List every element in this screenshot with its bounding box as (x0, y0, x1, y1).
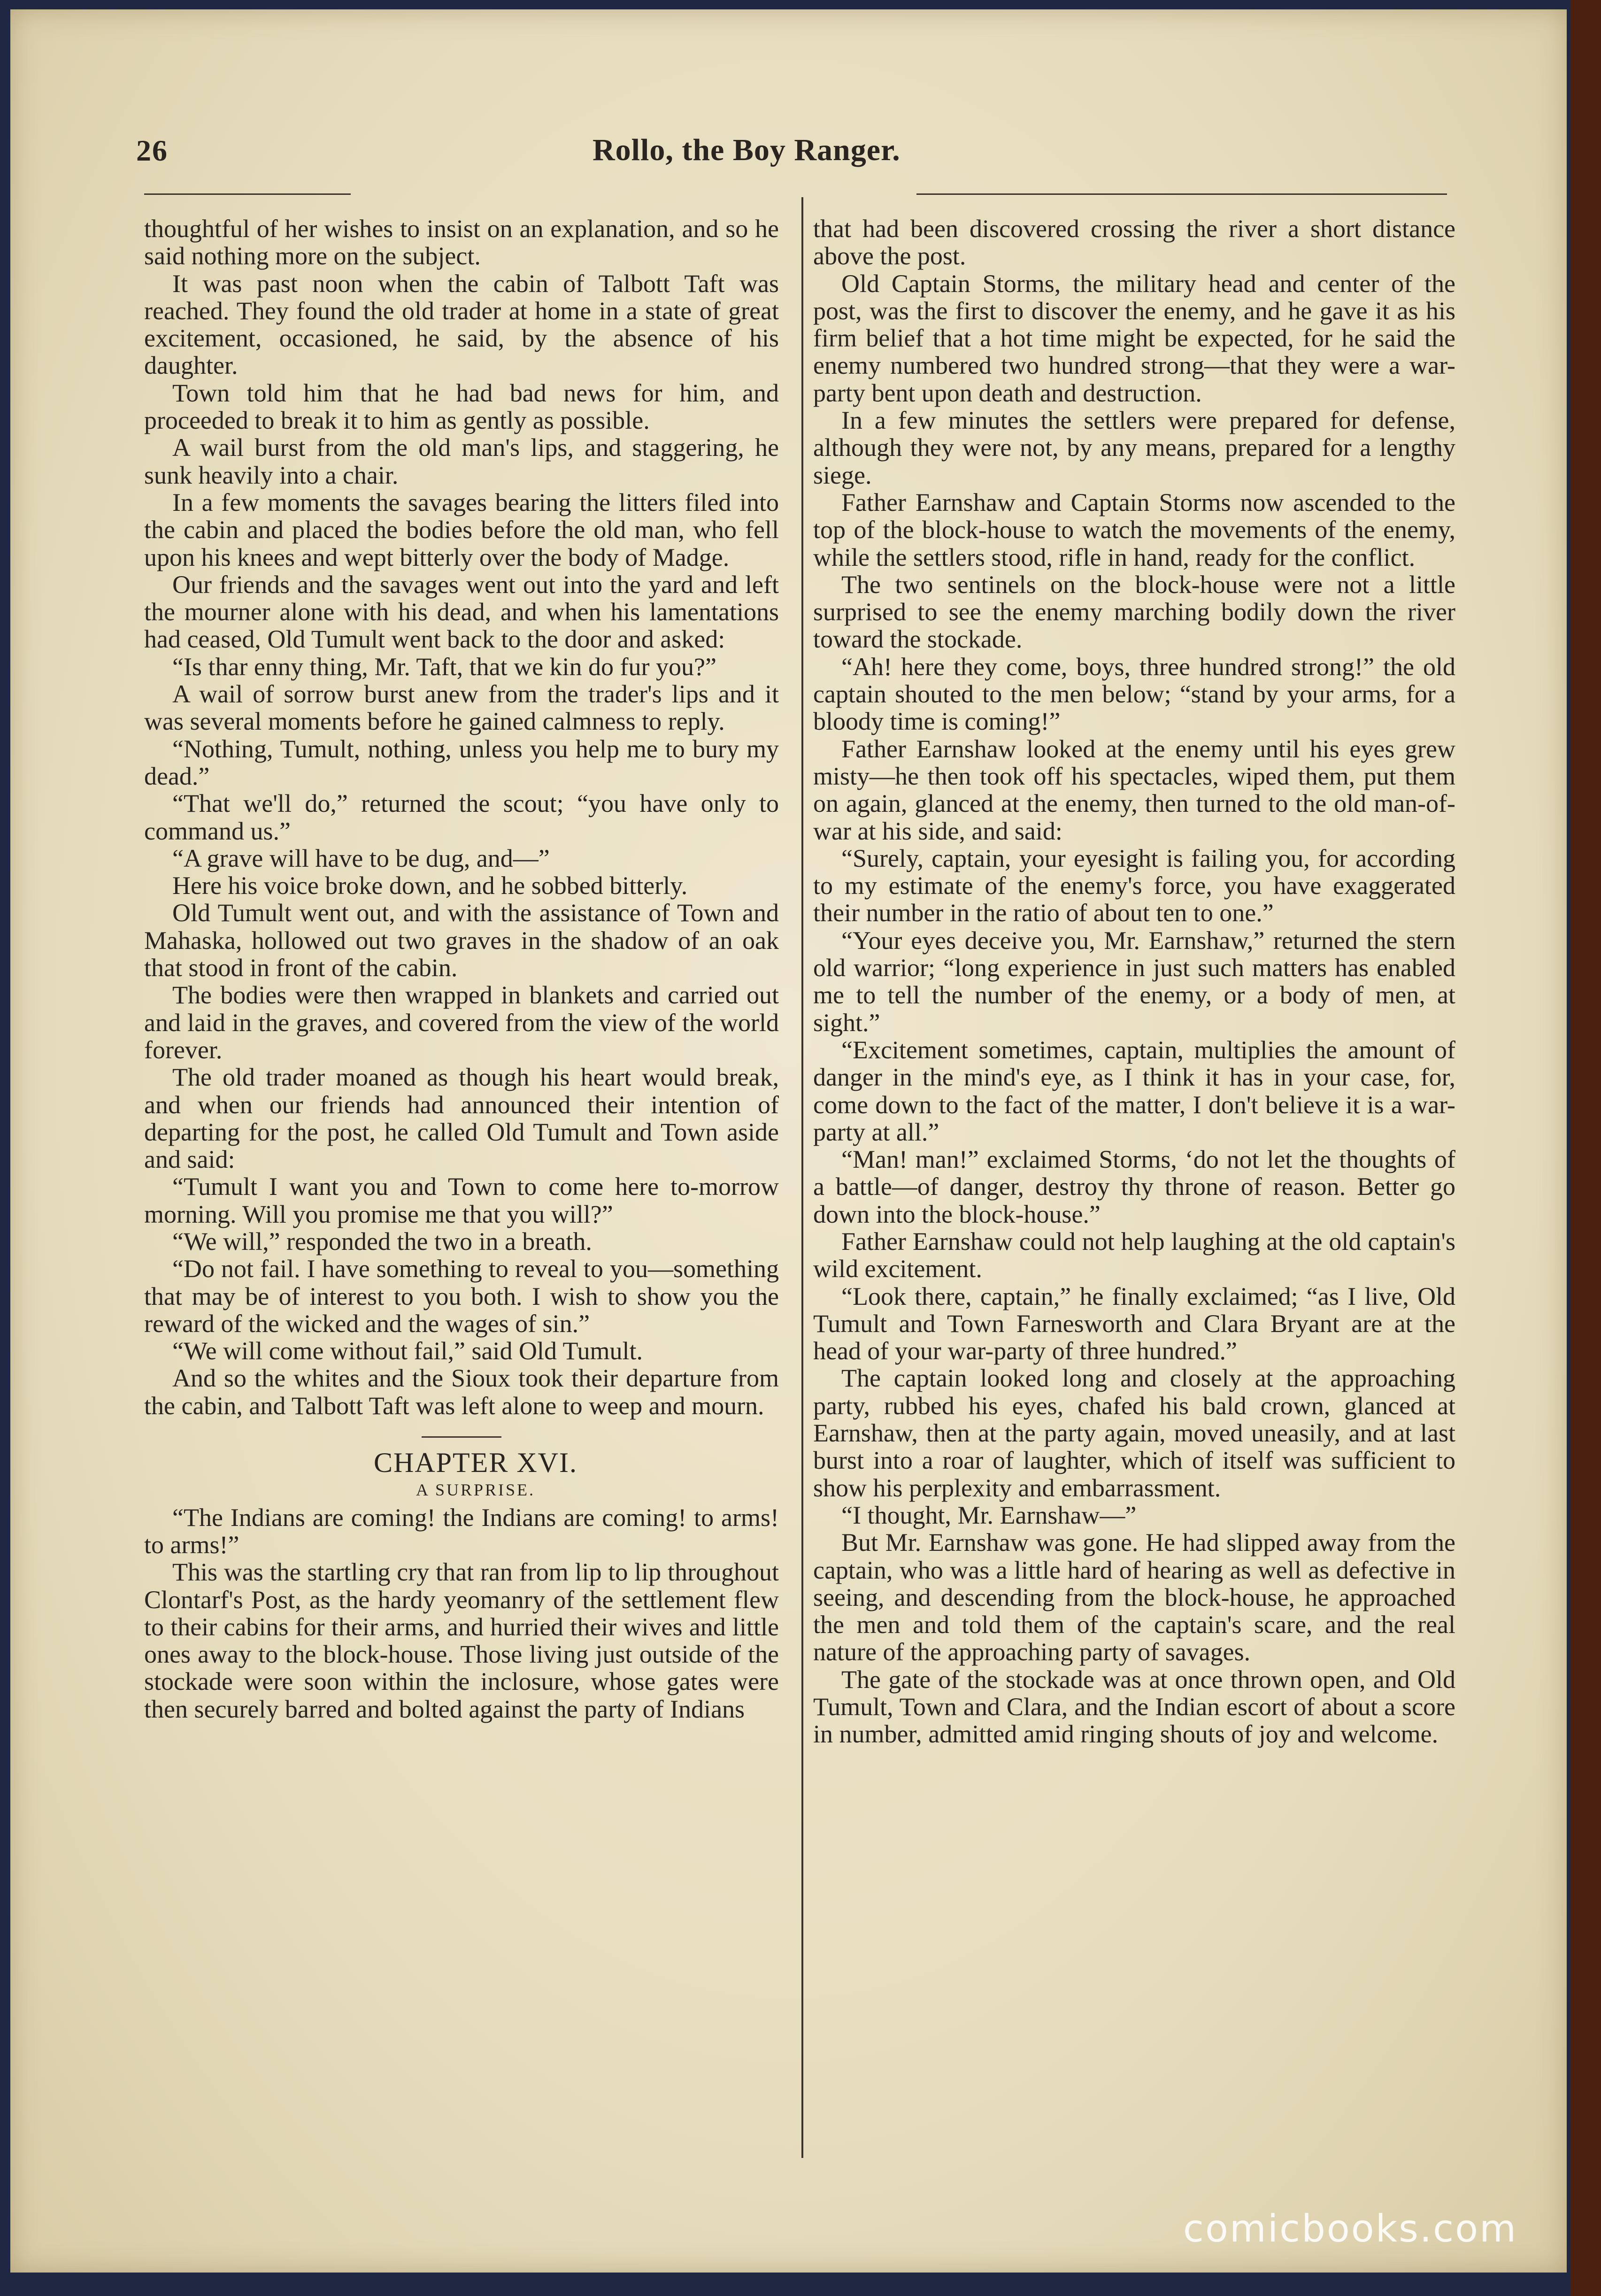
paragraph: A wail burst from the old man's lips, and staggering, he sunk heavily into a chair. (144, 433, 779, 489)
paragraph: The gate of the stockade was at once thrown open, and Old Tumult, Town and Clara, and the Indian escort of about a score in number, admitted amid ringing shouts of joy and welcome. (813, 1665, 1455, 1749)
paragraph: “Do not fail. I have something to reveal to you—something that may be of interest to you both. I wish to show you the reward of the wicked and the wages of sin.” (144, 1255, 779, 1338)
paragraph: “Excitement sometimes, captain, multiplies the amount of danger in the mind's eye, as I think it has in your case, for, come down to the fact of the matter, I don't believe it is a war-party at all.” (813, 1035, 1455, 1146)
paragraph: And so the whites and the Sioux took their departure from the cabin, and Talbott Taft was left alone to weep and mourn. (144, 1364, 779, 1420)
right-column-paragraphs (813, 215, 1455, 1748)
chapter-title: CHAPTER XVI. (373, 1447, 577, 1479)
paragraph: The two sentinels on the block-house were not a little surprised to see the enemy marching bodily down the river toward the stockade. (813, 570, 1455, 654)
chapter-divider (422, 1436, 501, 1438)
paragraph: The captain looked long and closely at the approaching party, rubbed his eyes, chafed his bald crown, glanced at Earnshaw, then at the party again, moved uneasily, and at last burst into a roar of laughter, which of itself was sufficient to show his perplexity and embarrassment. (813, 1364, 1455, 1502)
chapter-subtitle: A SURPRISE. (416, 1480, 536, 1500)
paragraph: “Is thar enny thing, Mr. Taft, that we kin do fur you?” (172, 652, 716, 681)
paragraph: The bodies were then wrapped in blankets and carried out and laid in the graves, and covered from the view of the world forever. (144, 981, 779, 1064)
paragraph: Old Captain Storms, the military head and center of the post, was the first to discover the enemy, and he gave it as his firm belief that a hot time might be expected, for he said the enemy numbered two hundred strong—that they were a war-party bent upon death and destruction. (813, 269, 1455, 407)
header-rule-right (916, 193, 1447, 195)
chapter-paragraphs (144, 1504, 779, 1723)
paragraph: thoughtful of her wishes to insist on an explanation, and so he said nothing more on the subject. (144, 215, 779, 270)
paragraph: Old Tumult went out, and with the assistance of Town and Mahaska, hollowed out two graves in the shadow of an oak that stood in front of the cabin. (144, 899, 779, 982)
paragraph: It was past noon when the cabin of Talbott Taft was reached. They found the old trader at home in a state of great excitement, occasioned, he said, by the absence of his daughter. (144, 269, 779, 380)
paragraph: Town told him that he had bad news for him, and proceeded to break it to him as gently as possible. (144, 378, 779, 435)
paragraph: “The Indians are coming! the Indians are coming! to arms! to arms!” (144, 1503, 779, 1559)
paragraph: “Man! man!” exclaimed Storms, ‘do not let the thoughts of a battle—of danger, destroy thy throne of reason. Better go down into the block-house.” (813, 1145, 1455, 1228)
paragraph: “I thought, Mr. Earnshaw—” (841, 1501, 1137, 1529)
paragraph: “Surely, captain, your eyesight is failing you, for according to my estimate of the enemy's force, you have exaggerated their number in the ratio of about ten to one.” (813, 844, 1455, 927)
column-divider (801, 197, 803, 2158)
paragraph: In a few minutes the settlers were prepared for defense, although they were not, by any means, prepared for a lengthy siege. (813, 406, 1455, 489)
paragraph: “That we'll do,” returned the scout; “you have only to command us.” (144, 789, 779, 845)
book-spine (1570, 0, 1601, 2296)
running-title: Rollo, the Boy Ranger. (593, 133, 901, 167)
paragraph: The old trader moaned as though his heart would break, and when our friends had announced their intention of departing for the post, he called Old Tumult and Town aside and said: (144, 1063, 779, 1174)
paragraph: This was the startling cry that ran from lip to lip throughout Clontarf's Post, as the hardy yeomanry of the settlement flew to their cabins for their arms, and hurried their wives and little ones away to the block-house. Those living just outside of the stockade were soon within the inclosure, whose gates were then securely barred and bolted against the party of Indians (144, 1558, 779, 1723)
page-number: 26 (136, 134, 168, 167)
paragraph: “Your eyes deceive you, Mr. Earnshaw,” returned the stern old warrior; “long experience in just such matters has enabled me to tell the number of the enemy, or a body of men, at sight.” (813, 926, 1455, 1037)
paragraph: Father Earnshaw and Captain Storms now ascended to the top of the block-house to watch the movements of the enemy, while the settlers stood, rifle in hand, ready for the conflict. (813, 488, 1455, 571)
paragraph: A wail of sorrow burst anew from the trader's lips and it was several moments before he gained calmness to reply. (144, 680, 779, 736)
paragraph: “We will come without fail,” said Old Tumult. (172, 1337, 643, 1365)
paragraph: Father Earnshaw looked at the enemy until his eyes grew misty—he then took off his spectacles, wiped them, put them on again, glanced at the enemy, then turned to the old man-of-war at his side, and said: (813, 734, 1455, 845)
paragraph: “Look there, captain,” he finally exclaimed; “as I live, Old Tumult and Town Farnesworth and Clara Bryant are at the head of your war-party of three hundred.” (813, 1282, 1455, 1365)
paragraph: “Ah! here they come, boys, three hundred strong!” the old captain shouted to the men below; “stand by your arms, for a bloody time is coming!” (813, 652, 1455, 736)
paragraph: Here his voice broke down, and he sobbed bitterly. (172, 871, 688, 900)
paragraph: But Mr. Earnshaw was gone. He had slipped away from the captain, who was a little hard of hearing as well as defective in seeing, and descending from the block-house, he approached the men and told them of the captain's scare, and the real nature of the approaching party of savages. (813, 1528, 1455, 1666)
paragraph: “We will,” responded the two in a breath. (172, 1227, 592, 1256)
right-column (813, 215, 1455, 1748)
paragraph: “A grave will have to be dug, and—” (172, 844, 550, 872)
header-rule-left (144, 193, 351, 195)
paragraph: In a few moments the savages bearing the litters filed into the cabin and placed the bodies before the old man, who fell upon his knees and wept bitterly over the body of Madge. (144, 488, 779, 571)
book-page (10, 9, 1567, 2273)
paragraph: “Tumult I want you and Town to come here to-morrow morning. Will you promise me that you will?” (144, 1172, 779, 1228)
paragraph: Our friends and the savages went out into the yard and left the mourner alone with his dead, and when his lamentations had ceased, Old Tumult went back to the door and asked: (144, 570, 779, 654)
paragraph: that had been discovered crossing the river a short distance above the post. (813, 215, 1455, 270)
left-column (144, 215, 779, 1723)
left-column-paragraphs (144, 215, 779, 1419)
paragraph: Father Earnshaw could not help laughing at the old captain's wild excitement. (813, 1227, 1455, 1283)
watermark: comicbooks.com (1183, 2207, 1518, 2250)
paragraph: “Nothing, Tumult, nothing, unless you help me to bury my dead.” (144, 734, 779, 790)
